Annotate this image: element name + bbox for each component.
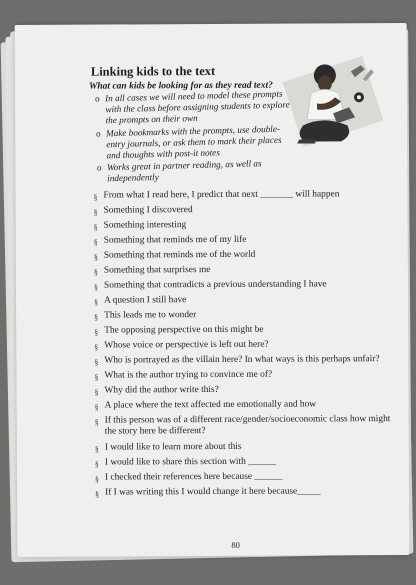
prompt-item: § Who is portrayed as the villain here? In what ways is this perhaps unfair? [94, 354, 380, 367]
spiral-bullet-icon: § [94, 387, 99, 397]
prompt-item: § A place where the text affected me emotionally and how [94, 399, 317, 412]
prompt-item: § What is the author trying to convince me of? [94, 369, 273, 382]
book-page [15, 23, 410, 557]
child-reading-illustration [273, 53, 384, 154]
spiral-bullet-icon: § [94, 357, 99, 367]
circle-bullet-icon: o [95, 128, 101, 139]
spiral-bullet-icon: § [94, 402, 99, 412]
prompt-item: § A question I still have [94, 295, 187, 307]
prompt-item: § Something interesting [93, 220, 187, 232]
spiral-bullet-icon: § [93, 237, 98, 247]
prompt-item: § Whose voice or perspective is left out here? [94, 339, 269, 352]
prompt-item: § If this person was of a different race/gender/socioeconomic class how might the story here be different? [94, 414, 391, 437]
prompt-item: § Something that reminds me of my life [93, 234, 247, 247]
spiral-bullet-icon: § [94, 417, 99, 427]
spiral-bullet-icon: § [94, 372, 99, 382]
page-number: 80 [231, 539, 240, 550]
prompt-item: § I would like to learn more about this [94, 441, 242, 454]
prompt-item: § Something I discovered [93, 205, 193, 217]
spiral-bullet-icon: § [94, 474, 100, 484]
spiral-bullet-icon: § [93, 282, 99, 292]
prompt-item: § If I was writing this I would change it here because_____ [95, 486, 321, 499]
spiral-bullet-icon: § [95, 489, 100, 499]
prompt-item: § The opposing perspective on this might be [94, 324, 264, 337]
spiral-bullet-icon: § [94, 327, 99, 337]
subheading: What can kids be looking for as they read text? [88, 80, 273, 92]
spiral-bullet-icon: § [94, 312, 99, 322]
section-title: Linking kids to the text [90, 63, 216, 79]
prompt-item: § Why did the author write this? [94, 384, 219, 397]
prompt-item: § I checked their references here because ______ [94, 471, 283, 484]
spiral-bullet-icon: § [93, 192, 98, 202]
prompt-item: § Something that surprises me [93, 265, 211, 277]
spiral-bullet-icon: § [93, 252, 98, 262]
prompt-item: § From what I read here, I predict that next _______ will happen [93, 189, 340, 202]
prompt-item: § Something that contradicts a previous understanding I have [93, 279, 327, 292]
bullet-item: o Make bookmarks with the prompts, use double-entry journals, or ask them to mark their places and thoughts with post-it notes [95, 123, 282, 161]
prompt-item: § Something that reminds me of the world [93, 249, 256, 262]
prompt-item: § This leads me to wonder [94, 310, 197, 322]
circle-bullet-icon: o [94, 93, 100, 104]
spiral-bullet-icon: § [93, 207, 98, 217]
spiral-bullet-icon: § [94, 342, 99, 352]
spiral-bullet-icon: § [94, 297, 99, 307]
prompt-list [93, 189, 395, 503]
circle-bullet-icon: o [96, 162, 102, 173]
spiral-bullet-icon: § [93, 267, 98, 277]
spiral-bullet-icon: § [93, 222, 98, 232]
bullet-item: o In all cases we will need to model these prompts with the class before assigning students to explore the prompts on their own [94, 88, 290, 126]
bullet-item: o Works great in partner reading, as well as independently [96, 158, 262, 184]
spiral-bullet-icon: § [94, 459, 99, 469]
prompt-item: § I would like to share this section with ______ [94, 456, 277, 469]
bullet-list [95, 88, 297, 186]
spiral-bullet-icon: § [94, 444, 99, 454]
